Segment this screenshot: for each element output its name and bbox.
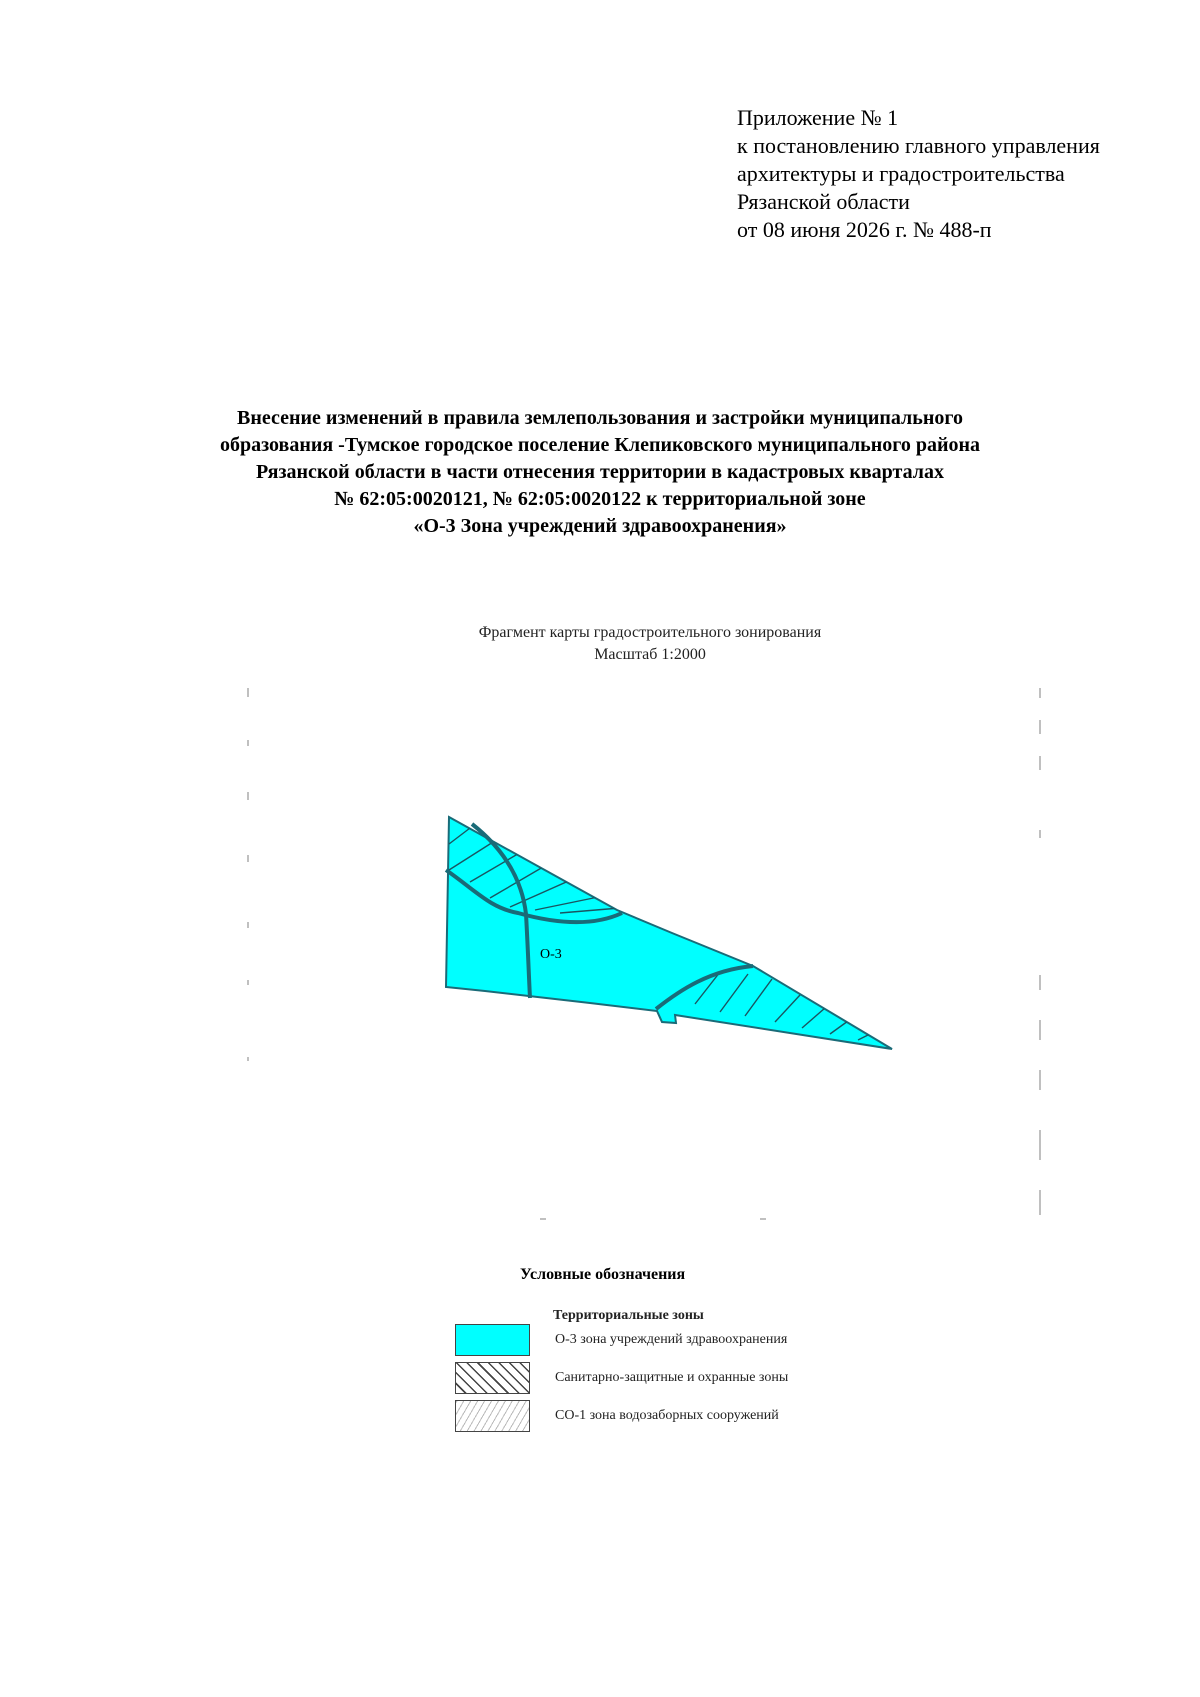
legend-swatch-dark-hatch	[455, 1362, 530, 1394]
zone-o3-area	[446, 817, 892, 1049]
title-line: № 62:05:0020121, № 62:05:0020122 к территориальной зоне	[334, 488, 866, 510]
legend-item-label: СО-1 зона водозаборных сооружений	[555, 1408, 779, 1423]
zone-label: О-3	[540, 947, 562, 962]
legend-item-label: О-3 зона учреждений здравоохранения	[555, 1332, 788, 1347]
document-title	[150, 405, 1050, 540]
title-line: Рязанской области в части отнесения территории в кадастровых кварталах	[255, 461, 945, 483]
appendix-line: архитектуры и градостроительства	[737, 161, 1065, 186]
legend-item-label: Санитарно-защитные и охранные зоны	[555, 1370, 789, 1385]
legend-swatch-cyan	[455, 1324, 530, 1356]
title-line: «О-3 Зона учреждений здравоохранения»	[413, 515, 787, 537]
legend-subtitle: Территориальные зоны	[553, 1308, 704, 1323]
map-scale: Масштаб 1:2000	[594, 646, 706, 663]
title-line: Внесение изменений в правила землепользования и застройки муниципального	[237, 407, 963, 429]
appendix-line: к постановлению главного управления	[737, 133, 1100, 158]
appendix-line: от 08 июня 2026 г. № 488-п	[737, 217, 992, 242]
title-line: образования -Тумское городское поселение Клепиковского муниципального района	[219, 434, 981, 456]
appendix-line: Рязанской области	[737, 189, 910, 214]
map-caption	[350, 622, 950, 666]
legend-swatch-light-hatch	[455, 1400, 530, 1432]
appendix-line: Приложение № 1	[737, 105, 899, 130]
map-caption-title: Фрагмент карты градостроительного зонирования	[478, 624, 822, 641]
zoning-map	[430, 810, 910, 1070]
legend-title: Условные обозначения	[520, 1266, 686, 1283]
appendix-block	[737, 104, 1100, 244]
